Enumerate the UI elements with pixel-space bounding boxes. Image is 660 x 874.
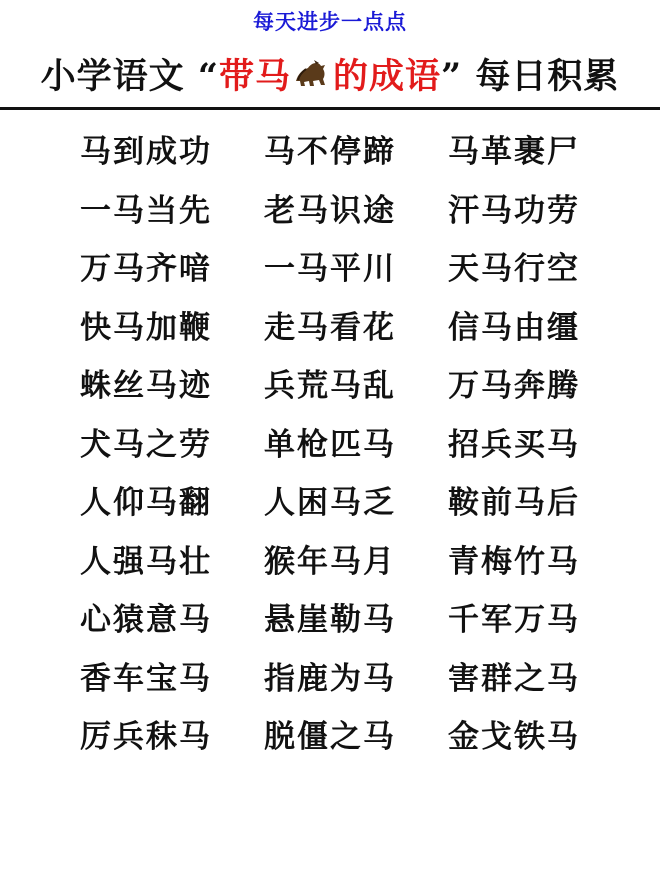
horse-icon: [292, 59, 332, 89]
idiom-item: 千军万马: [448, 602, 580, 639]
title-highlight-second: 的成语: [333, 56, 442, 97]
title-prefix: 小学语文 “: [40, 56, 219, 97]
idiom-item: 犬马之劳: [80, 426, 212, 463]
idiom-item: 人仰马翻: [80, 485, 212, 522]
idiom-item: 香车宝马: [80, 660, 212, 697]
idiom-item: 鞍前马后: [448, 485, 580, 522]
title-suffix: ” 每日积累: [441, 56, 620, 97]
idiom-item: 害群之马: [448, 660, 580, 697]
idiom-item: 人强马壮: [80, 543, 212, 580]
idiom-grid: [0, 136, 660, 754]
idiom-item: 兵荒马乱: [264, 368, 396, 405]
header-divider: [0, 107, 660, 110]
idiom-item: 一马平川: [264, 251, 396, 288]
idiom-item: 单枪匹马: [264, 426, 396, 463]
idiom-item: 人困马乏: [264, 485, 396, 522]
idiom-item: 马革裹尸: [448, 134, 580, 170]
idiom-item: 老马识途: [264, 192, 396, 229]
idiom-item: 马不停蹄: [264, 134, 396, 170]
page-title: [0, 49, 660, 99]
idiom-item: 马到成功: [80, 134, 212, 170]
idiom-item: 汗马功劳: [448, 192, 580, 229]
idiom-item: 万马齐喑: [80, 251, 212, 288]
idiom-item: 走马看花: [264, 309, 396, 346]
idiom-item: 一马当先: [80, 192, 212, 229]
idiom-item: 脱僵之马: [264, 719, 396, 756]
idiom-item: 金戈铁马: [448, 719, 580, 756]
idiom-item: 招兵买马: [448, 426, 580, 463]
idiom-item: 天马行空: [448, 251, 580, 288]
subtitle: 每天进步一点点: [253, 10, 407, 34]
idiom-item: 青梅竹马: [448, 543, 580, 580]
idiom-item: 万马奔腾: [448, 368, 580, 405]
idiom-item: 心猿意马: [80, 602, 212, 639]
idiom-item: 悬崖勒马: [264, 602, 396, 639]
idiom-item: 蛛丝马迹: [80, 368, 212, 405]
idiom-item: 信马由缰: [448, 309, 580, 346]
title-highlight-first: 带马: [218, 56, 291, 97]
idiom-item: 指鹿为马: [264, 660, 396, 697]
idiom-item: 猴年马月: [264, 543, 396, 580]
idiom-item: 快马加鞭: [80, 309, 212, 346]
idiom-item: 厉兵秣马: [80, 719, 212, 756]
